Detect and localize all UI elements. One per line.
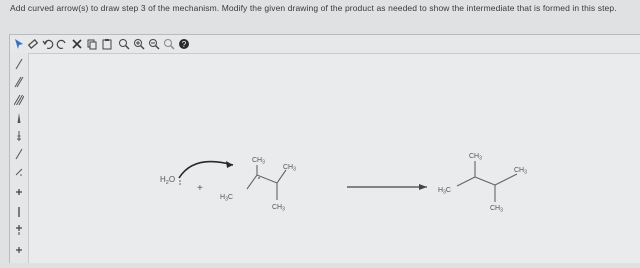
product-ch3-right: $CH_3$ [514,167,527,176]
paste-icon[interactable] [100,37,114,51]
single-bond-icon[interactable] [13,57,25,71]
lone-pair-dot [179,180,181,182]
add-atom-icon[interactable] [13,243,25,257]
reactant-bonds [247,170,286,189]
curved-arrow[interactable] [179,162,233,178]
zoom-in-icon[interactable] [132,37,146,51]
delete-icon[interactable] [70,37,84,51]
double-bond-icon[interactable] [13,75,25,89]
zoom-reset-icon[interactable] [162,37,176,51]
reaction-drawing[interactable] [29,54,640,263]
radical-icon[interactable] [13,165,25,179]
zoom-out-icon[interactable] [147,37,161,51]
svg-text:?: ? [181,40,187,49]
minus-charge-icon[interactable] [13,205,25,219]
carbocation-dot [258,177,260,179]
undo-icon[interactable] [41,37,55,51]
lone-pair-dot [179,183,181,185]
redo-icon[interactable] [55,37,69,51]
molecule-editor [9,34,640,263]
bond-tools-sidebar [10,53,29,263]
help-icon[interactable] [177,37,191,51]
editor-toolbar [10,35,640,54]
product-h3c-left: $H_3C$ [438,187,451,196]
triple-bond-icon[interactable] [13,93,25,107]
lone-pair-icon[interactable] [13,223,25,237]
select-tool-icon[interactable] [12,37,26,51]
zoom-fit-icon[interactable] [117,37,131,51]
curved-arrow-head [226,161,233,168]
product-ch3-top: $CH_3$ [469,153,482,162]
drawing-canvas[interactable] [29,54,640,263]
water-label[interactable]: $H_2O$ [160,175,176,186]
reactant-ch3-top: $CH_3$ [252,157,265,166]
question-instruction: Add curved arrow(s) to draw step 3 of the mechanism. Modify the given drawing of the product as needed to show the intermediate that is formed in this step. [10,3,617,13]
chain-tool-icon[interactable] [13,147,25,161]
reaction-arrow-head [419,184,427,190]
reactant-ch3-right: $CH_3$ [283,164,296,173]
plus-charge-icon[interactable] [13,185,25,199]
product-ch3-bottom: $CH_3$ [490,205,503,214]
copy-icon[interactable] [85,37,99,51]
product-bonds [457,174,517,186]
reactant-h3c-left: $H_3C$ [220,194,233,203]
wedge-bond-icon[interactable] [13,111,25,125]
erase-tool-icon[interactable] [26,37,40,51]
plus-sign: + [197,183,203,194]
hash-bond-icon[interactable] [13,129,25,143]
reactant-ch3-bottom: $CH_3$ [272,204,285,213]
